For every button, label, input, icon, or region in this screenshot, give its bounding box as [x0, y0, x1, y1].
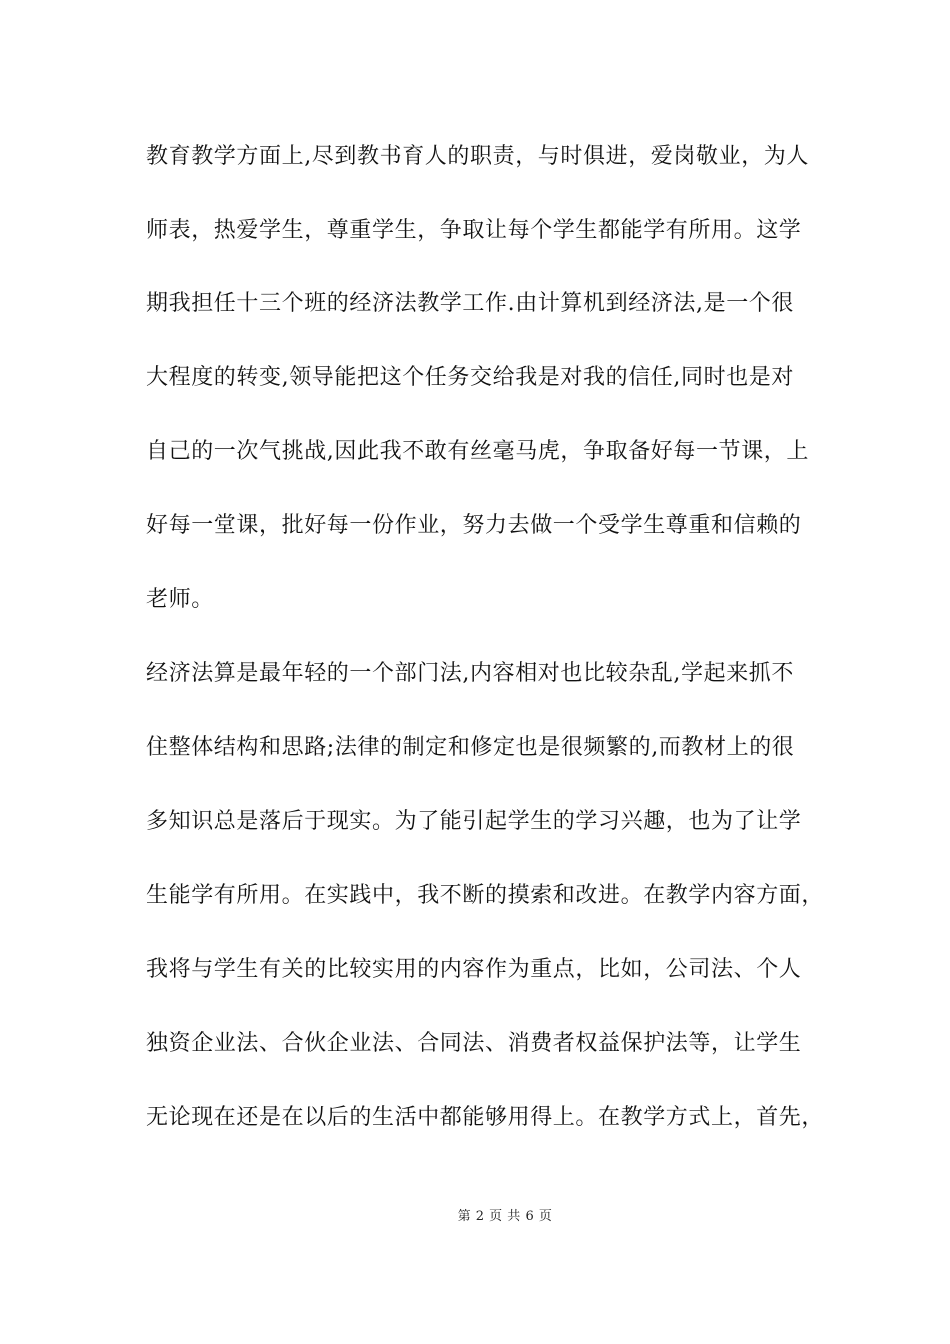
text-line: 期我担任十三个班的经济法教学工作.由计算机到经济法,是一个很	[146, 291, 794, 316]
text-line: 住整体结构和思路;法律的制定和修定也是很频繁的,而教材上的很	[146, 735, 795, 760]
text-line: 师表，热爱学生，尊重学生，争取让每个学生都能学有所用。这学	[146, 218, 802, 243]
text-line: 生能学有所用。在实践中，我不断的摸索和改进。在教学内容方面，	[146, 883, 825, 908]
text-line: 多知识总是落后于现实。为了能引起学生的学习兴趣，也为了让学	[146, 809, 802, 834]
text-line: 大程度的转变,领导能把这个任务交给我是对我的信任,同时也是对	[146, 365, 794, 390]
text-line: 老师。	[146, 587, 214, 612]
text-line: 教育教学方面上,尽到教书育人的职责，与时俱进，爱岗敬业，为人	[146, 144, 809, 169]
text-line: 独资企业法、合伙企业法、合同法、消费者权益保护法等，让学生	[146, 1031, 802, 1056]
text-line: 好每一堂课，批好每一份作业，努力去做一个受学生尊重和信赖的	[146, 513, 802, 538]
text-line: 经济法算是最年轻的一个部门法,内容相对也比较杂乱,学起来抓不	[146, 661, 794, 686]
page-number-footer: 第 2 页 共 6 页	[457, 1209, 553, 1224]
text-line: 自己的一次气挑战,因此我不敢有丝毫马虎，争取备好每一节课，上	[146, 439, 809, 464]
text-line: 我将与学生有关的比较实用的内容作为重点，比如，公司法、个人	[146, 957, 802, 982]
text-line: 无论现在还是在以后的生活中都能够用得上。在教学方式上，首先，	[146, 1105, 825, 1130]
